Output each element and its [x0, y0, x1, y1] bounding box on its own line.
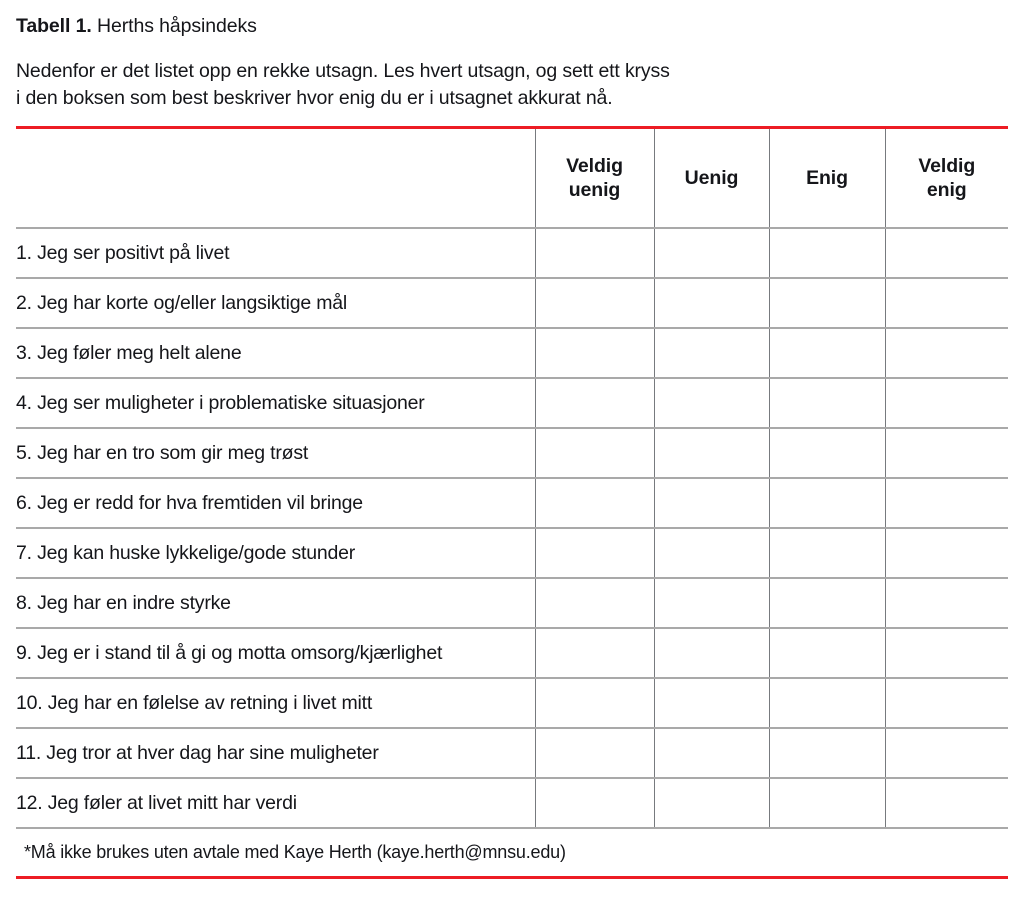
caption-title: Herths håpsindeks — [97, 15, 257, 37]
column-header-veldig-uenig — [535, 129, 654, 228]
caption-label: Tabell 1. — [16, 15, 92, 37]
column-header-veldig-uenig-line2: uenig — [568, 179, 621, 201]
table-caption — [16, 0, 1008, 39]
item-statement: 12. Jeg føler at livet mitt har verdi — [16, 778, 535, 828]
checkbox-cell-enig[interactable] — [769, 678, 885, 728]
checkbox-cell-uenig[interactable] — [654, 278, 769, 328]
checkbox-cell-uenig[interactable] — [654, 228, 769, 278]
column-header-enig — [769, 129, 885, 228]
checkbox-cell-uenig[interactable] — [654, 578, 769, 628]
checkbox-cell-veldig-uenig[interactable] — [535, 428, 654, 478]
checkbox-cell-veldig-enig[interactable] — [885, 728, 1008, 778]
checkbox-cell-uenig[interactable] — [654, 628, 769, 678]
checkbox-cell-veldig-enig[interactable] — [885, 228, 1008, 278]
column-header-veldig-enig-line2: enig — [926, 179, 967, 201]
item-statement: 9. Jeg er i stand til å gi og motta omsorg/kjærlighet — [16, 628, 535, 678]
checkbox-cell-veldig-enig[interactable] — [885, 628, 1008, 678]
hope-index-table — [16, 129, 1008, 876]
checkbox-cell-veldig-uenig[interactable] — [535, 378, 654, 428]
item-statement: 2. Jeg har korte og/eller langsiktige mål — [16, 278, 535, 328]
bottom-red-rule — [16, 876, 1008, 879]
table-row — [16, 428, 1008, 478]
table-footnote: *Må ikke brukes uten avtale med Kaye Herth (kaye.herth@mnsu.edu) — [24, 842, 566, 862]
column-header-veldig-uenig-line1: Veldig — [566, 155, 623, 177]
checkbox-cell-enig[interactable] — [769, 278, 885, 328]
item-statement: 4. Jeg ser muligheter i problematiske situasjoner — [16, 378, 535, 428]
checkbox-cell-enig[interactable] — [769, 428, 885, 478]
statement-column-header — [16, 129, 535, 228]
checkbox-cell-veldig-enig[interactable] — [885, 278, 1008, 328]
checkbox-cell-uenig[interactable] — [654, 778, 769, 828]
checkbox-cell-veldig-uenig[interactable] — [535, 228, 654, 278]
item-statement: 10. Jeg har en følelse av retning i livet mitt — [16, 678, 535, 728]
column-header-veldig-enig-line1: Veldig — [918, 155, 976, 177]
instructions-line-1: Nedenfor er det listet opp en rekke utsagn. Les hvert utsagn, og sett ett kryss — [16, 60, 670, 82]
checkbox-cell-enig[interactable] — [769, 328, 885, 378]
column-header-veldig-enig — [885, 129, 1008, 228]
checkbox-cell-veldig-uenig[interactable] — [535, 728, 654, 778]
column-header-uenig — [654, 129, 769, 228]
table-row — [16, 228, 1008, 278]
checkbox-cell-veldig-enig[interactable] — [885, 378, 1008, 428]
checkbox-cell-uenig[interactable] — [654, 678, 769, 728]
checkbox-cell-veldig-uenig[interactable] — [535, 478, 654, 528]
item-statement: 3. Jeg føler meg helt alene — [16, 328, 535, 378]
checkbox-cell-veldig-uenig[interactable] — [535, 578, 654, 628]
column-header-enig-line1: Enig — [806, 167, 848, 189]
checkbox-cell-veldig-uenig[interactable] — [535, 528, 654, 578]
table-row — [16, 478, 1008, 528]
table-row — [16, 578, 1008, 628]
checkbox-cell-uenig[interactable] — [654, 378, 769, 428]
table-row — [16, 678, 1008, 728]
checkbox-cell-veldig-enig[interactable] — [885, 578, 1008, 628]
column-header-uenig-line1: Uenig — [684, 167, 739, 189]
checkbox-cell-veldig-uenig[interactable] — [535, 328, 654, 378]
table-footnote-row — [16, 828, 1008, 876]
checkbox-cell-veldig-enig[interactable] — [885, 328, 1008, 378]
checkbox-cell-uenig[interactable] — [654, 428, 769, 478]
table-row — [16, 628, 1008, 678]
checkbox-cell-enig[interactable] — [769, 628, 885, 678]
item-statement: 5. Jeg har en tro som gir meg trøst — [16, 428, 535, 478]
checkbox-cell-uenig[interactable] — [654, 728, 769, 778]
item-statement: 6. Jeg er redd for hva fremtiden vil bringe — [16, 478, 535, 528]
checkbox-cell-veldig-uenig[interactable] — [535, 678, 654, 728]
checkbox-cell-veldig-enig[interactable] — [885, 478, 1008, 528]
item-statement: 1. Jeg ser positivt på livet — [16, 228, 535, 278]
item-statement: 7. Jeg kan huske lykkelige/gode stunder — [16, 528, 535, 578]
table-row — [16, 778, 1008, 828]
checkbox-cell-uenig[interactable] — [654, 528, 769, 578]
checkbox-cell-veldig-uenig[interactable] — [535, 628, 654, 678]
item-statement: 11. Jeg tror at hver dag har sine muligheter — [16, 728, 535, 778]
table-row — [16, 728, 1008, 778]
checkbox-cell-enig[interactable] — [769, 578, 885, 628]
checkbox-cell-enig[interactable] — [769, 778, 885, 828]
checkbox-cell-veldig-enig[interactable] — [885, 778, 1008, 828]
checkbox-cell-enig[interactable] — [769, 378, 885, 428]
instructions-line-2: i den boksen som best beskriver hvor enig du er i utsagnet akkurat nå. — [16, 87, 613, 109]
checkbox-cell-veldig-enig[interactable] — [885, 428, 1008, 478]
table-row — [16, 328, 1008, 378]
checkbox-cell-uenig[interactable] — [654, 478, 769, 528]
checkbox-cell-veldig-enig[interactable] — [885, 678, 1008, 728]
checkbox-cell-veldig-uenig[interactable] — [535, 778, 654, 828]
instructions-paragraph — [16, 58, 916, 112]
checkbox-cell-enig[interactable] — [769, 228, 885, 278]
checkbox-cell-uenig[interactable] — [654, 328, 769, 378]
checkbox-cell-veldig-uenig[interactable] — [535, 278, 654, 328]
table-row — [16, 528, 1008, 578]
table-body — [16, 228, 1008, 876]
table-row — [16, 378, 1008, 428]
checkbox-cell-enig[interactable] — [769, 728, 885, 778]
table-header-row — [16, 129, 1008, 228]
table-row — [16, 278, 1008, 328]
item-statement: 8. Jeg har en indre styrke — [16, 578, 535, 628]
checkbox-cell-enig[interactable] — [769, 528, 885, 578]
checkbox-cell-enig[interactable] — [769, 478, 885, 528]
checkbox-cell-veldig-enig[interactable] — [885, 528, 1008, 578]
